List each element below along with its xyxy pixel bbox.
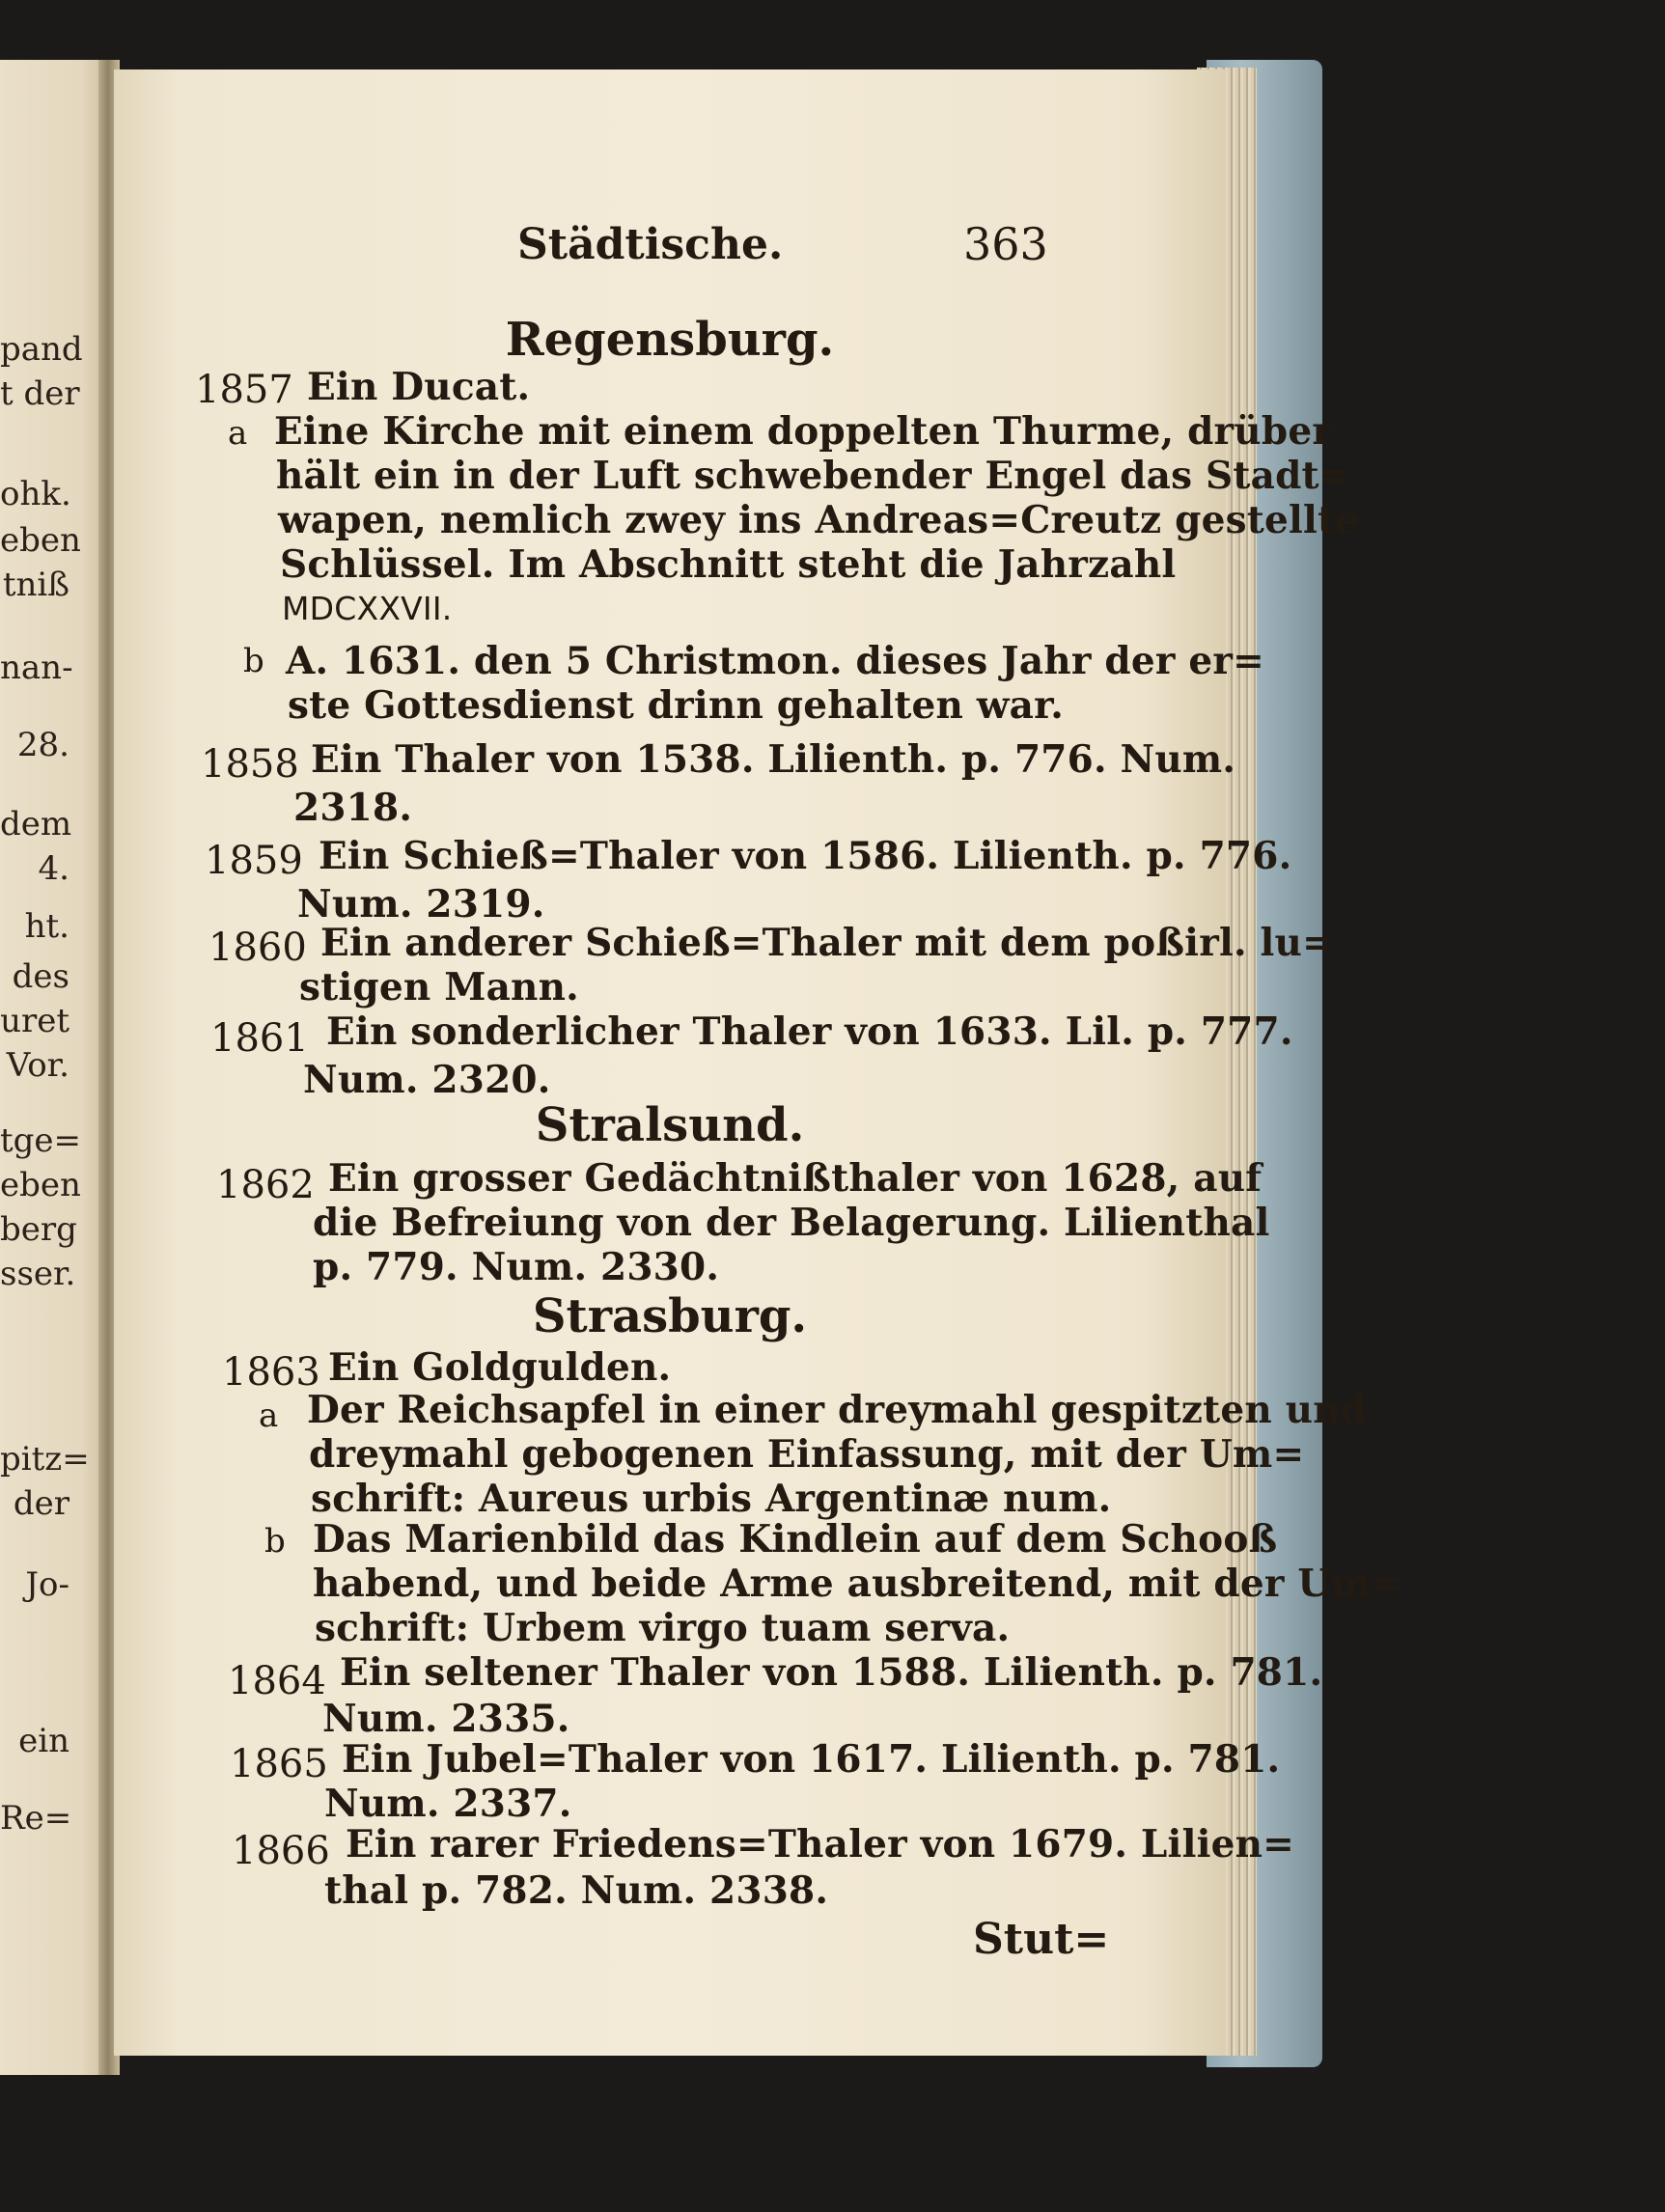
entry-line: 2318. bbox=[293, 786, 413, 830]
left-fragment: nan- bbox=[0, 649, 73, 687]
entry-number: 1858 bbox=[201, 742, 299, 787]
left-fragment: 4. bbox=[38, 849, 69, 888]
entry-line: hält ein in der Luft schwebender Engel das Stadt= bbox=[276, 454, 1351, 498]
entry-line: Ein rarer Friedens=Thaler von 1679. Lilien= bbox=[346, 1822, 1295, 1866]
entry-line: schrift: Urbem virgo tuam serva. bbox=[315, 1606, 1011, 1650]
entry-line: Ein Thaler von 1538. Lilienth. p. 776. Num. bbox=[311, 737, 1236, 782]
entry-number: 1865 bbox=[230, 1742, 328, 1786]
entry-line: Ein Schieß=Thaler von 1586. Lilienth. p. 776. bbox=[319, 834, 1292, 878]
left-fragment: pitz= bbox=[0, 1440, 90, 1479]
entry-line: Ein Jubel=Thaler von 1617. Lilienth. p. 781. bbox=[342, 1737, 1281, 1782]
left-fragment: ein bbox=[18, 1722, 69, 1760]
entry-title: Ein Ducat. bbox=[307, 365, 531, 409]
running-title: Städtische. bbox=[517, 220, 784, 269]
left-fragment: dem bbox=[0, 805, 72, 843]
entry-number: 1863 bbox=[222, 1350, 320, 1395]
entry-line: schrift: Aureus urbis Argentinæ num. bbox=[311, 1477, 1112, 1521]
entry-line: Ein anderer Schieß=Thaler mit dem poßirl. lu= bbox=[320, 921, 1334, 965]
variant-label: b bbox=[264, 1522, 286, 1561]
entry-line: thal p. 782. Num. 2338. bbox=[324, 1868, 829, 1913]
entry-line: p. 779. Num. 2330. bbox=[313, 1245, 720, 1289]
entry-line: wapen, nemlich zwey ins Andreas=Creutz gestellte bbox=[278, 498, 1360, 542]
variant-label: a bbox=[259, 1396, 279, 1435]
entry-line: Das Marienbild das Kindlein auf dem Schooß bbox=[313, 1517, 1278, 1562]
entry-line: ste Gottesdienst drinn gehalten war. bbox=[288, 683, 1065, 728]
entry-line: dreymahl gebogenen Einfassung, mit der Um= bbox=[309, 1432, 1305, 1477]
entry-line: habend, und beide Arme ausbreitend, mit der Um= bbox=[313, 1562, 1402, 1606]
left-fragment: 28. bbox=[16, 726, 69, 764]
left-fragment: Vor. bbox=[6, 1046, 69, 1085]
left-fragment: der bbox=[13, 1484, 69, 1523]
left-fragment: uret bbox=[0, 1002, 69, 1040]
entry-line: A. 1631. den 5 Christmon. dieses Jahr der er= bbox=[286, 639, 1265, 683]
entry-line: die Befreiung von der Belagerung. Lilienthal bbox=[313, 1201, 1270, 1245]
entry-line: MDCXXVII. bbox=[282, 590, 453, 627]
entry-line: Ein seltener Thaler von 1588. Lilienth. p. 781. bbox=[340, 1650, 1323, 1695]
entry-number: 1862 bbox=[216, 1163, 315, 1207]
variant-label: b bbox=[243, 642, 264, 680]
left-fragment: sser. bbox=[0, 1255, 76, 1293]
entry-line: Eine Kirche mit einem doppelten Thurme, drüber bbox=[274, 409, 1333, 454]
entry-line: Num. 2319. bbox=[297, 882, 545, 926]
variant-label: a bbox=[228, 414, 248, 453]
page-number: 363 bbox=[963, 218, 1048, 270]
entry-number: 1861 bbox=[210, 1016, 309, 1061]
left-fragment: eben bbox=[0, 1166, 81, 1204]
section-heading-strasburg: Strasburg. bbox=[532, 1289, 808, 1343]
left-fragment: t der bbox=[0, 374, 80, 413]
entry-line: Schlüssel. Im Abschnitt steht die Jahrzahl bbox=[280, 542, 1177, 587]
section-heading-stralsund: Stralsund. bbox=[535, 1098, 805, 1152]
left-fragment: eben bbox=[0, 521, 81, 560]
left-fragment: berg bbox=[0, 1210, 77, 1249]
entry-number: 1864 bbox=[228, 1659, 326, 1703]
entry-line: Num. 2337. bbox=[324, 1782, 572, 1826]
section-heading-regensburg: Regensburg. bbox=[505, 313, 835, 367]
entry-line: Ein sonderlicher Thaler von 1633. Lil. p. 777. bbox=[326, 1009, 1293, 1054]
entry-number: 1866 bbox=[232, 1829, 330, 1873]
left-fragment: tniß bbox=[2, 566, 69, 604]
entry-line: Ein grosser Gedächtnißthaler von 1628, auf bbox=[328, 1156, 1263, 1201]
right-page bbox=[114, 69, 1402, 2056]
left-fragment: ohk. bbox=[0, 475, 71, 513]
entry-line: Num. 2335. bbox=[322, 1697, 570, 1741]
left-fragment: Jo- bbox=[25, 1565, 69, 1604]
left-fragment: des bbox=[12, 957, 69, 996]
entry-line: Der Reichsapfel in einer dreymahl gespitzten und bbox=[307, 1388, 1368, 1432]
left-fragment: tge= bbox=[0, 1121, 82, 1160]
left-fragment: ht. bbox=[24, 907, 69, 946]
entry-number: 1857 bbox=[195, 368, 293, 412]
left-fragment: pand bbox=[0, 330, 83, 369]
entry-title: Ein Goldgulden. bbox=[328, 1345, 672, 1390]
left-fragment: Re= bbox=[0, 1799, 72, 1838]
catchword: Stut= bbox=[973, 1915, 1110, 1964]
entry-number: 1859 bbox=[205, 839, 303, 883]
left-page bbox=[0, 60, 108, 2075]
entry-number: 1860 bbox=[208, 926, 307, 970]
entry-line: stigen Mann. bbox=[299, 965, 579, 1009]
entry-line: Num. 2320. bbox=[303, 1058, 551, 1102]
